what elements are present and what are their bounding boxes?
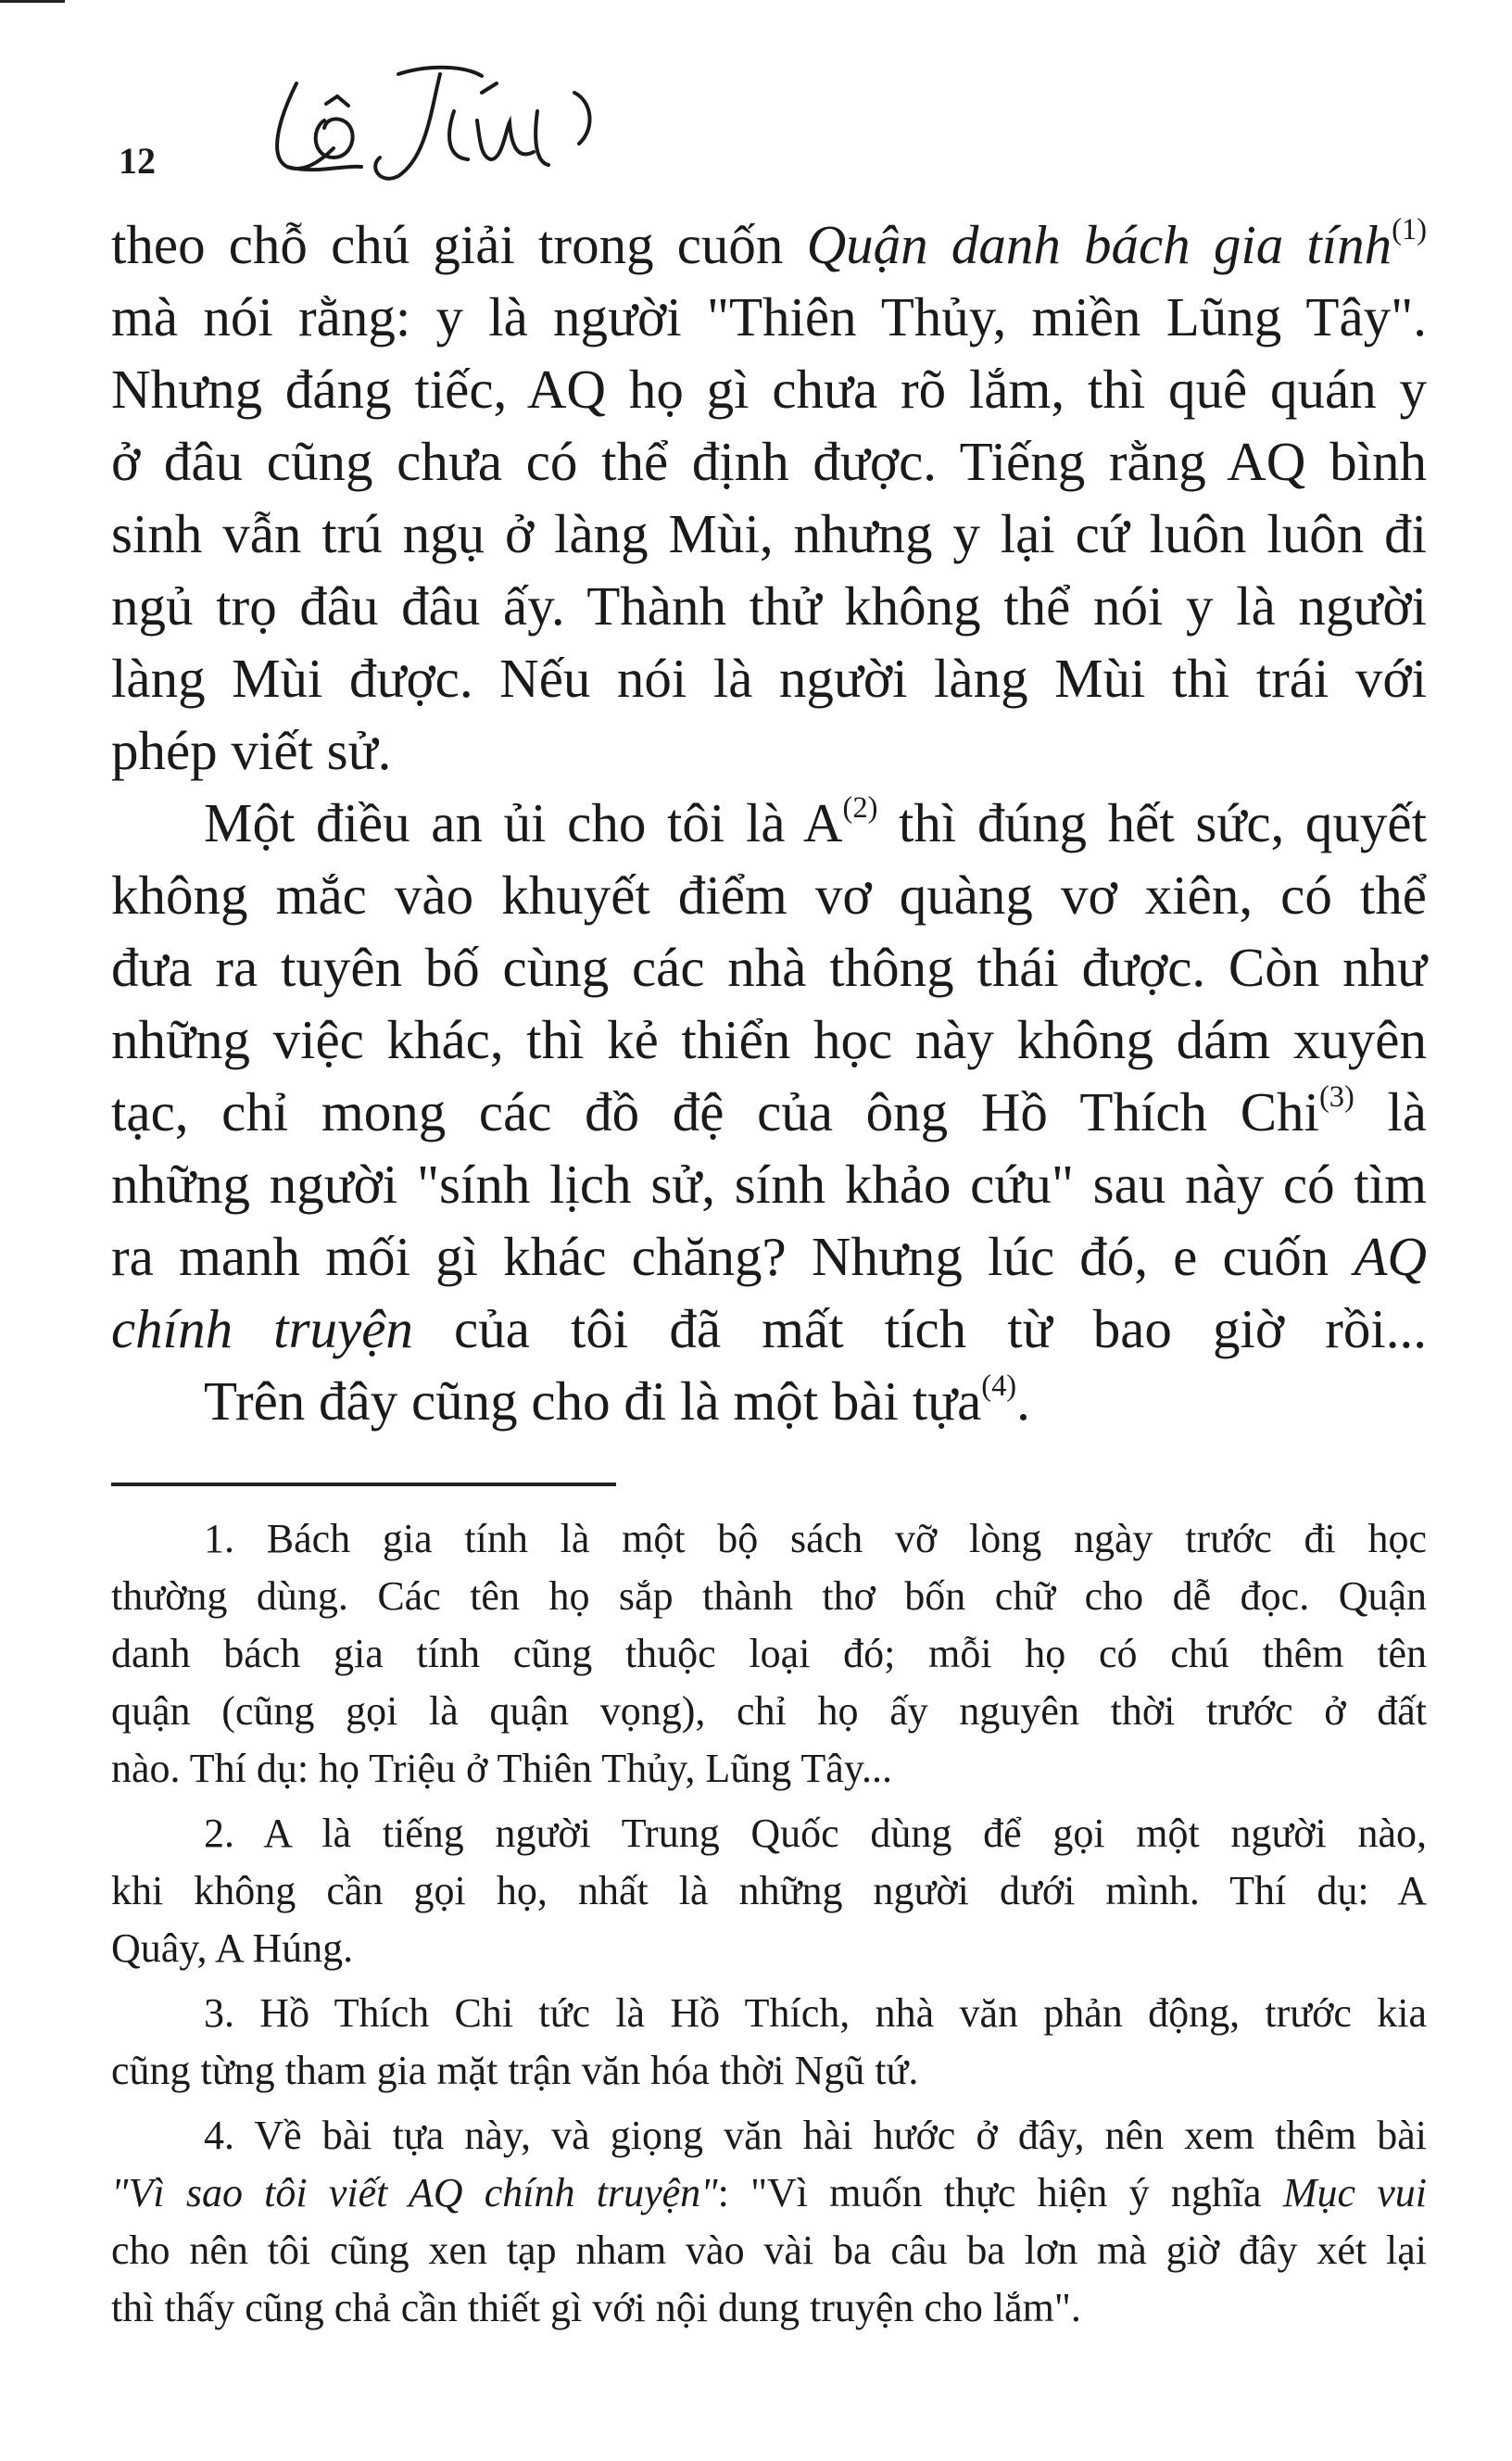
text-run: tạc, chỉ mong các đồ đệ của ông Hồ Thích Chi [111, 1081, 1319, 1142]
text-line: đưa ra tuyên bố cùng các nhà thông thái được. Còn như [111, 937, 1427, 998]
text-line: ngủ trọ đâu đâu ấy. Thành thử không thể nói y là người [111, 575, 1427, 637]
text-line: danh bách gia tính cũng thuộc loại đó; mỗi họ có chú thêm tên [111, 1631, 1427, 1676]
text-line: khi không cần gọi họ, nhất là những người dưới mình. Thí dụ: A [111, 1868, 1427, 1913]
top-edge-rule [0, 0, 65, 3]
text-line: cũng từng tham gia mặt trận văn hóa thời Ngũ tứ. [111, 2048, 919, 2093]
text-line: mà nói rằng: y là người "Thiên Thủy, miền Lũng Tây". [111, 286, 1427, 347]
text-run: thì đúng hết sức, quyết [877, 792, 1427, 853]
text-line: thì thấy cũng chả cần thiết gì với nội dung truyện cho lắm". [111, 2285, 1081, 2330]
text-line: những người "sính lịch sử, sính khảo cứu" sau này có tìm [111, 1154, 1427, 1215]
text-line [111, 2164, 1427, 2222]
footnote-ref-3[interactable]: (3) [1318, 1080, 1354, 1115]
text-line: Nhưng đáng tiếc, AQ họ gì chưa rõ lắm, thì quê quán y [111, 359, 1427, 420]
page-number: 12 [119, 140, 156, 182]
text-line: không mắc vào khuyết điểm vơ quàng vơ xiên, có thể [111, 865, 1427, 926]
text-line [111, 1293, 1427, 1365]
text-line: 4. Về bài tựa này, và giọng văn hài hước ở đây, nên xem thêm bài [204, 2113, 1427, 2158]
text-run: : "Vì muốn thực hiện ý nghĩa [717, 2170, 1283, 2215]
book-title: Quận danh bách gia tính [806, 214, 1392, 275]
text-line: làng Mùi được. Nếu nói là người làng Mùi thì trái với [111, 648, 1427, 709]
text-line [111, 1076, 1427, 1148]
text-line: những việc khác, thì kẻ thiển học này không dám xuyên [111, 1009, 1427, 1070]
text-line: 3. Hồ Thích Chi tức là Hồ Thích, nhà văn phản động, trước kia [204, 1990, 1427, 2036]
text-line: nào. Thí dụ: họ Triệu ở Thiên Thủy, Lũng Tây... [111, 1746, 892, 1791]
paragraph-3 [111, 1365, 1427, 1437]
text-run: của tôi đã mất tích từ bao giờ rồi... [412, 1298, 1427, 1359]
footnotes [111, 1510, 1427, 2337]
text-line: ở đâu cũng chưa có thể định được. Tiếng rằng AQ bình [111, 431, 1427, 492]
text-line: Quây, A Húng. [111, 1925, 354, 1971]
text-line: quận (cũng gọi là quận vọng), chỉ họ ấy nguyên thời trước ở đất [111, 1688, 1427, 1734]
text-line: phép viết sử. [111, 720, 392, 781]
text-line: sinh vẫn trú ngụ ở làng Mùi, nhưng y lại cứ luôn luôn đi [111, 503, 1427, 564]
footnote-1 [111, 1510, 1427, 1798]
paragraph-1 [111, 208, 1427, 787]
book-title: Mục vui [1282, 2170, 1428, 2215]
text-line [111, 208, 1427, 281]
footnote-4 [111, 2107, 1427, 2337]
text-line [111, 1220, 1427, 1293]
book-title: AQ [1354, 1226, 1427, 1287]
text-run: ra manh mối gì khác chăng? Nhưng lúc đó, e cuốn [111, 1226, 1354, 1287]
book-title: chính truyện [111, 1298, 413, 1359]
footnote-ref-2[interactable]: (2) [842, 791, 878, 826]
footnote-ref-1[interactable]: (1) [1392, 213, 1427, 247]
text-run: theo chỗ chú giải trong cuốn [111, 214, 807, 275]
paragraph-2 [111, 787, 1427, 1365]
footnote-ref-4[interactable]: (4) [981, 1369, 1017, 1404]
text-line: 2. A là tiếng người Trung Quốc dùng để gọi một người nào, [204, 1811, 1427, 1856]
text-run: . [1016, 1370, 1030, 1432]
text-line [111, 1365, 1427, 1437]
text-line: 1. Bách gia tính là một bộ sách vỡ lòng ngày trước đi học [204, 1516, 1427, 1561]
footnote-2 [111, 1805, 1427, 1977]
page-header [111, 56, 1408, 204]
text-run: là [1354, 1081, 1427, 1142]
text-run: Một điều an ủi cho tôi là A [204, 792, 843, 853]
footnote-divider [111, 1483, 616, 1486]
footnote-3 [111, 1985, 1427, 2100]
text-line: thường dùng. Các tên họ sắp thành thơ bốn chữ cho dễ đọc. Quận [111, 1573, 1427, 1619]
text-line [111, 787, 1427, 859]
text-line: cho nên tôi cũng xen tạp nham vào vài ba câu ba lơn mà giờ đây xét lại [111, 2228, 1427, 2273]
article-title: "Vì sao tôi viết AQ chính truyện" [111, 2170, 718, 2215]
text-run: Trên đây cũng cho đi là một bài tựa [204, 1370, 982, 1432]
main-text [111, 208, 1427, 1437]
author-signature-logo [259, 56, 686, 204]
